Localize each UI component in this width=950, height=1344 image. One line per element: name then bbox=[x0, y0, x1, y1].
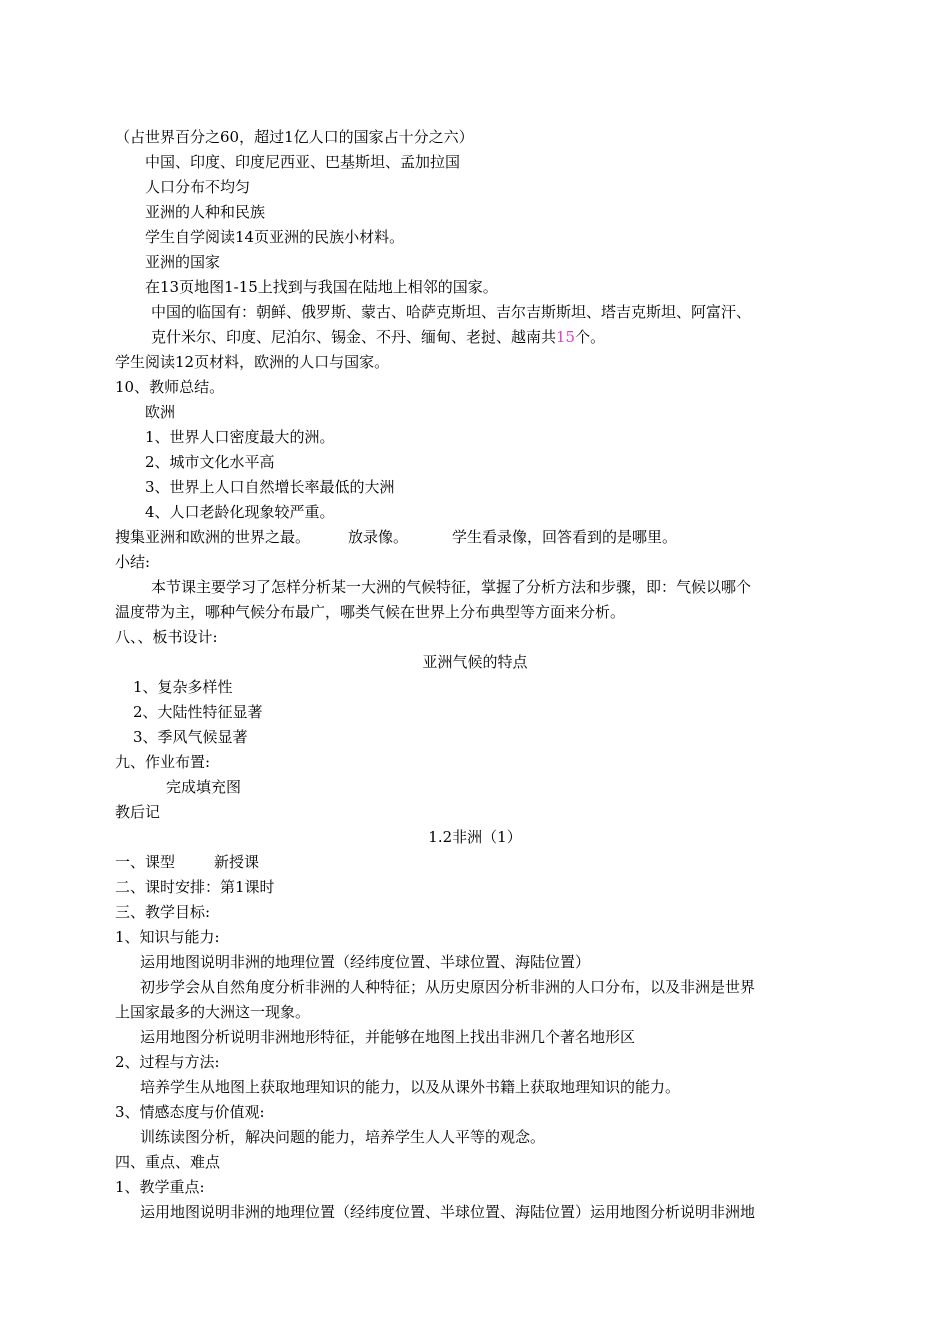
text-line: 学生看录像，回答看到的是哪里。 bbox=[452, 528, 678, 546]
text-line: 初步学会从自然角度分析非洲的人种特征；从历史原因分析非洲的人口分布，以及非洲是世界 bbox=[140, 978, 756, 996]
text-line: （占世界百分之60，超过1亿人口的国家占十分之六） bbox=[115, 128, 474, 146]
text-line: 学生阅读12页材料，欧洲的人口与国家。 bbox=[115, 353, 390, 371]
text-line: 八、、板书设计: bbox=[115, 628, 218, 646]
text-line: 1、复杂多样性 bbox=[133, 678, 233, 696]
text-line: 培养学生从地图上获取地理知识的能力，以及从课外书籍上获取地理知识的能力。 bbox=[140, 1078, 681, 1096]
text-line: 中国的临国有：朝鲜、俄罗斯、蒙古、哈萨克斯坦、吉尔吉斯斯坦、塔吉克斯坦、阿富汗、 bbox=[151, 303, 752, 321]
text-line: 2、城市文化水平高 bbox=[145, 453, 275, 471]
text-line: 新授课 bbox=[214, 853, 260, 871]
text-line: 完成填充图 bbox=[166, 778, 242, 796]
text-line: 一、课型 bbox=[115, 853, 176, 871]
text-line: 2、过程与方法: bbox=[115, 1053, 220, 1071]
text-line: 3、季风气候显著 bbox=[133, 728, 248, 746]
text-line: 运用地图说明非洲的地理位置（经纬度位置、半球位置、海陆位置）运用地图分析说明非洲地 bbox=[140, 1203, 756, 1221]
text-line: 10、教师总结。 bbox=[115, 378, 225, 396]
text-line: 在13页地图1-15上找到与我国在陆地上相邻的国家。 bbox=[145, 278, 498, 296]
text-line: 中国、印度、印度尼西亚、巴基斯坦、孟加拉国 bbox=[145, 153, 461, 171]
section-heading: 亚洲气候的特点 bbox=[422, 653, 528, 671]
text-line: 3、情感态度与价值观: bbox=[115, 1103, 265, 1121]
text-line: 1、知识与能力: bbox=[115, 928, 220, 946]
text-line: 二、课时安排：第1课时 bbox=[115, 878, 275, 896]
text-line: 2、大陆性特征显著 bbox=[133, 703, 263, 721]
text-line: 上国家最多的大洲这一现象。 bbox=[115, 1003, 311, 1021]
text-line: 学生自学阅读14页亚洲的民族小材料。 bbox=[145, 228, 405, 246]
text-line: 放录像。 bbox=[348, 528, 409, 546]
text-line: 九、作业布置: bbox=[115, 753, 211, 771]
text-line: 小结: bbox=[115, 553, 151, 571]
text-line: 温度带为主，哪种气候分布最广，哪类气候在世界上分布典型等方面来分析。 bbox=[115, 603, 626, 621]
text-line: 4、人口老龄化现象较严重。 bbox=[145, 503, 335, 521]
text-line: 教后记 bbox=[115, 803, 161, 821]
section-heading: 1.2非洲（1） bbox=[428, 828, 522, 846]
text-segment: 个。 bbox=[575, 328, 606, 346]
text-line: 三、教学目标: bbox=[115, 903, 211, 921]
text-line: 3、世界上人口自然增长率最低的大洲 bbox=[145, 478, 395, 496]
text-line: 运用地图分析说明非洲地形特征，并能够在地图上找出非洲几个著名地形区 bbox=[140, 1028, 636, 1046]
text-line: 本节课主要学习了怎样分析某一大洲的气候特征，掌握了分析方法和步骤，即：气候以哪个 bbox=[151, 578, 752, 596]
text-line: 搜集亚洲和欧洲的世界之最。 bbox=[115, 528, 311, 546]
text-line: 人口分布不均匀 bbox=[145, 178, 251, 196]
text-line: 亚洲的人种和民族 bbox=[145, 203, 266, 221]
text-line: 运用地图说明非洲的地理位置（经纬度位置、半球位置、海陆位置） bbox=[140, 953, 591, 971]
text-segment: 克什米尔、印度、尼泊尔、锡金、不丹、缅甸、老挝、越南共 bbox=[151, 328, 557, 346]
text-line: 1、教学重点: bbox=[115, 1178, 205, 1196]
text-line: 训练读图分析，解决问题的能力，培养学生人人平等的观念。 bbox=[140, 1128, 546, 1146]
text-line: 亚洲的国家 bbox=[145, 253, 221, 271]
text-line bbox=[151, 327, 605, 347]
text-line: 四、重点、难点 bbox=[115, 1153, 221, 1171]
text-line: 欧洲 bbox=[145, 403, 176, 421]
highlighted-number: 15 bbox=[556, 328, 576, 346]
text-line: 1、世界人口密度最大的洲。 bbox=[145, 428, 335, 446]
